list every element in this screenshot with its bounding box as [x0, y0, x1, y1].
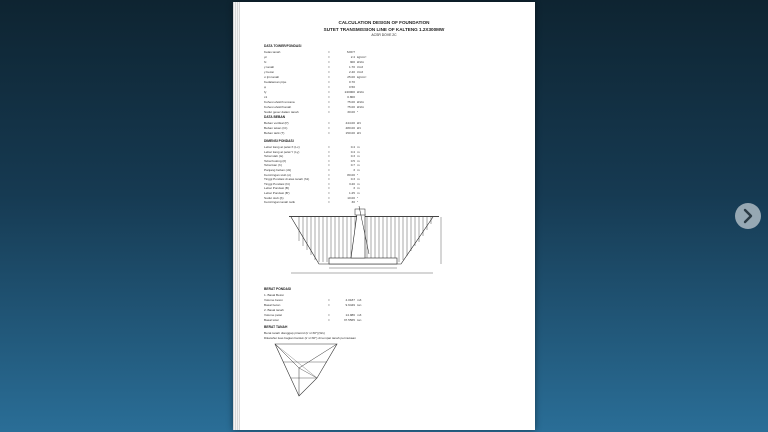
equals-sign: =: [328, 75, 330, 79]
parameter-label: Kemiringan stub (α): [264, 172, 292, 177]
parameter-value: 1.25: [348, 191, 355, 195]
parameter-unit: m: [357, 154, 360, 159]
parameter-label: γ beton: [264, 70, 275, 74]
parameter-label: Basal total: [264, 318, 279, 322]
parameter-value: 2.4: [350, 55, 355, 59]
parameter-unit: m3: [357, 313, 362, 317]
parameter-unit: ton: [357, 318, 362, 322]
parameter-label: γc: [264, 55, 268, 59]
parameter-unit: kN: [357, 131, 361, 135]
parameter-value: 300: [349, 60, 355, 64]
parameter-label: Tinggi Pondasi (ht): [264, 181, 290, 186]
equals-sign: =: [328, 177, 330, 182]
document-subtitle: SUTET TRANSMISSION LINE OF KALTENG 1.2X300MW: [323, 27, 445, 32]
parameter-unit: °: [357, 172, 359, 177]
parameter-label: Tinggi Pondasi di atas tanah (h1): [264, 177, 310, 182]
parameter-value: 0.800: [347, 95, 355, 99]
parameter-unit: kN/m: [357, 90, 365, 94]
parameter-value: 30.00: [347, 110, 355, 114]
parameter-value: 0.4: [350, 145, 355, 149]
parameter-label: Basal beton: [264, 303, 281, 307]
parameter-unit: ton: [357, 303, 362, 307]
parameter-unit: kN/m: [357, 105, 365, 109]
parameter-value: 3.20: [348, 181, 355, 186]
chevron-right-icon: [735, 203, 761, 229]
equals-sign: =: [328, 65, 330, 69]
equals-sign: =: [328, 121, 330, 125]
parameter-unit: m: [357, 149, 360, 154]
parameter-unit: kN/m: [357, 100, 365, 104]
parameter-value: SOFT: [346, 50, 355, 54]
parameter-value: 30: [351, 200, 355, 205]
parameter-value: 0.3: [350, 154, 355, 159]
section-title: DATA BEBAN: [264, 115, 286, 119]
section-title: BERAT PONDASI: [264, 287, 292, 291]
parameter-label: Beban tarik (T): [264, 131, 285, 135]
parameter-label: φ: [264, 85, 267, 89]
parameter-unit: m3: [357, 298, 362, 302]
parameter-value: 150.00: [345, 131, 355, 135]
parameter-value: 0.4: [350, 149, 355, 154]
parameter-unit: kN: [357, 121, 361, 125]
equals-sign: =: [328, 100, 330, 104]
foundation-section-drawing: [281, 206, 481, 286]
parameter-unit: t/m3: [357, 65, 364, 69]
parameter-value: 14.986: [345, 313, 355, 317]
parameter-unit: °: [357, 110, 359, 114]
parameter-label: Berat tanah dianggap piramid (tr s=30°)(Ws): [264, 331, 325, 335]
equals-sign: =: [328, 318, 330, 322]
equals-sign: =: [328, 149, 330, 154]
parameter-unit: °: [357, 195, 359, 200]
section-title: DATA TOWER/FONDASI: [264, 44, 302, 48]
parameter-unit: m: [357, 168, 360, 172]
equals-sign: =: [328, 200, 330, 205]
parameter-unit: m: [357, 181, 360, 186]
parameter-label: Kohesi efektif rencana: [264, 100, 295, 104]
parameter-unit: m: [357, 186, 360, 191]
parameter-label: Kedalaman pipe: [264, 80, 287, 84]
parameter-unit: °: [357, 200, 359, 205]
equals-sign: =: [328, 110, 330, 114]
parameter-unit: kg/cm³: [357, 55, 367, 59]
equals-sign: =: [328, 313, 330, 317]
parameter-unit: kN: [357, 126, 361, 130]
parameter-label: fc: [264, 60, 267, 64]
equals-sign: =: [328, 90, 330, 94]
equals-sign: =: [328, 60, 330, 64]
parameter-label: Beban tekan (Ct): [264, 126, 288, 130]
parameter-value: 75.00: [347, 100, 355, 104]
parameter-label: Kelas tanah: [264, 50, 281, 54]
parameter-unit: m: [357, 163, 360, 168]
parameter-label: Diketahui luas bagian bantuk (tr s=30°) di tempat tanah permukaan: [264, 335, 356, 340]
parameter-value: 0.3: [350, 177, 355, 182]
parameter-value: 0.7: [350, 163, 355, 168]
soil-pyramid-diagram: [269, 338, 349, 398]
parameter-label: Lebar Pondasi (B'): [264, 191, 290, 195]
parameter-label: Lebar tiang at pelat Y (Ly): [264, 149, 300, 154]
equals-sign: =: [328, 195, 330, 200]
equals-sign: =: [328, 158, 330, 163]
parameter-label: Panjang beban (d1): [264, 168, 292, 172]
parameter-label: Sudut stub (β): [264, 195, 284, 200]
parameter-label: Volume pelat: [264, 313, 282, 317]
equals-sign: =: [328, 172, 330, 177]
next-page-button[interactable]: [735, 203, 761, 229]
equals-sign: =: [328, 50, 330, 54]
parameter-label: fy: [264, 90, 267, 94]
parameter-unit: m: [357, 177, 360, 182]
parameter-label: Volume beton: [264, 298, 283, 302]
parameter-label: σ ijin tanah: [264, 75, 280, 79]
parameter-label: 1. Basal Beton: [264, 293, 285, 297]
parameter-value: 0.70: [348, 80, 355, 84]
parameter-value: 80.00: [347, 172, 355, 177]
parameter-unit: t/m3: [357, 70, 364, 74]
parameter-value: 240000: [344, 90, 355, 94]
parameter-value: 25.00: [347, 75, 355, 79]
equals-sign: =: [328, 298, 330, 302]
equals-sign: =: [328, 126, 330, 130]
parameter-value: 37.5565: [343, 318, 355, 322]
parameter-value: 3: [353, 168, 355, 172]
equals-sign: =: [328, 168, 330, 172]
parameter-label: Lebar tiang at pelat X (Lx): [264, 145, 300, 149]
parameter-label: γ tanah: [264, 65, 275, 69]
parameter-label: Kohesi efektif tanah: [264, 105, 292, 109]
document-code: ACSR DOVE 2C: [371, 33, 397, 37]
parameter-value: 10.00: [347, 195, 355, 200]
parameter-label: Tebal kan (h): [264, 163, 282, 168]
page-binding-edge: [233, 2, 240, 430]
equals-sign: =: [328, 70, 330, 74]
parameter-value: 0.50: [348, 85, 355, 89]
parameter-unit: kN/m: [357, 60, 365, 64]
equals-sign: =: [328, 131, 330, 135]
parameter-unit: kg/cm²: [357, 75, 367, 79]
equals-sign: =: [328, 191, 330, 195]
parameter-label: Tebal slab (ts): [264, 154, 284, 159]
section-title: BERAT TANAH: [264, 325, 288, 329]
equals-sign: =: [328, 85, 330, 89]
document-title: CALCULATION DESIGN OF FOUNDATION: [338, 20, 430, 25]
equals-sign: =: [328, 95, 330, 99]
document-page: [233, 2, 535, 430]
parameter-value: 9.6449: [345, 303, 355, 307]
parameter-label: Sudut geser dalam tanah: [264, 110, 299, 114]
equals-sign: =: [328, 163, 330, 168]
parameter-value: 0.5: [350, 158, 355, 163]
equals-sign: =: [328, 154, 330, 159]
parameter-unit: m: [357, 191, 360, 195]
equals-sign: =: [328, 105, 330, 109]
parameter-label: Beban vertikal (P): [264, 121, 289, 125]
equals-sign: =: [328, 55, 330, 59]
parameter-value: 2.40: [348, 70, 355, 74]
parameter-value: 444.00: [345, 121, 355, 125]
equals-sign: =: [328, 181, 330, 186]
parameter-label: c1: [264, 95, 268, 99]
section-title: DIMENSI PONDASI: [264, 139, 294, 143]
parameter-unit: m: [357, 145, 360, 149]
parameter-label: Tebal footing (tf): [264, 158, 287, 163]
parameter-value: 480.00: [345, 126, 355, 130]
equals-sign: =: [328, 186, 330, 191]
parameter-value: 75.00: [347, 105, 355, 109]
equals-sign: =: [328, 80, 330, 84]
parameter-label: Lebar Pondasi (B): [264, 186, 289, 191]
equals-sign: =: [328, 303, 330, 307]
parameter-unit: m: [357, 158, 360, 163]
parameter-value: 3: [353, 186, 355, 191]
parameter-value: 1.70: [348, 65, 355, 69]
parameter-value: 4.0187: [345, 298, 355, 302]
parameter-label: 2. Basal tanah: [264, 308, 284, 312]
parameter-label: Kemiringan tanah tarik: [264, 200, 295, 205]
equals-sign: =: [328, 145, 330, 149]
